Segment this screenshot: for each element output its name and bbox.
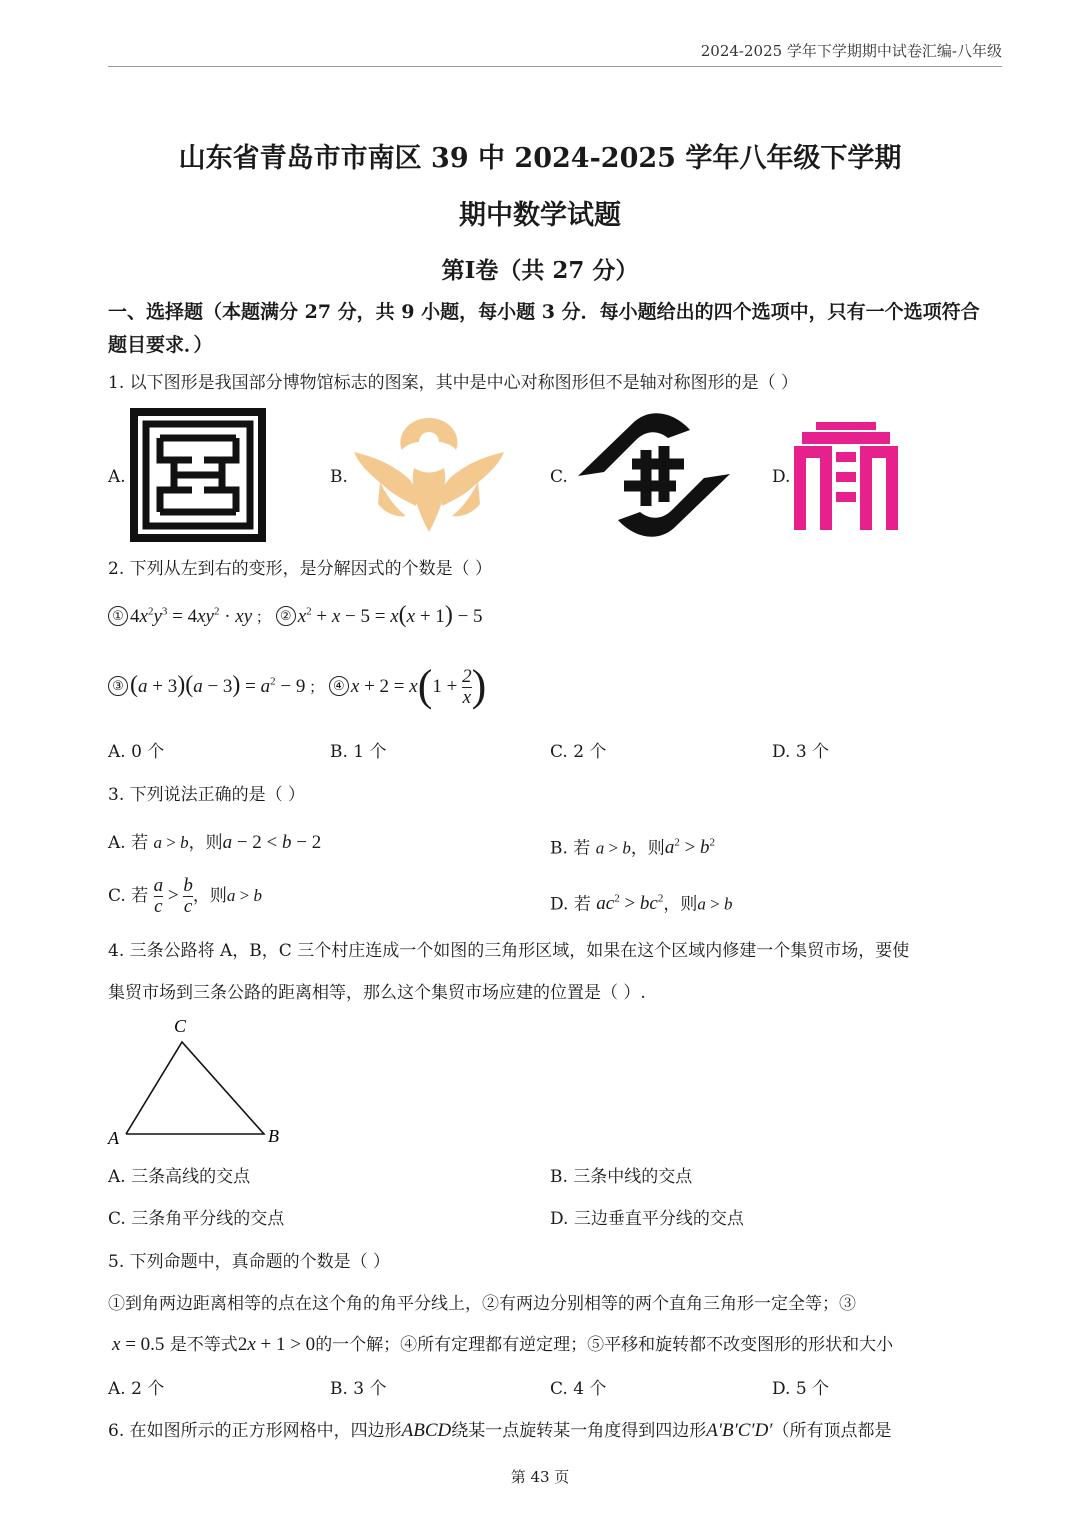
q5-option-d: D. 5 个 (772, 1379, 830, 1399)
q3-option-a: A. 若 a > b，则a − 2 < b − 2 (108, 832, 322, 853)
q5-statements-line1: ①到角两边距离相等的点在这个角的角平分线上，②有两边分别相等的两个直角三角形一定全等；③ (108, 1294, 856, 1314)
q2-option-a: A. 0 个 (108, 742, 165, 762)
section-heading: 一、选择题（本题满分 27 分，共 9 小题，每小题 3 分．每小题给出的四个选项中，只有一个选项符合题目要求．） (108, 301, 980, 356)
exam-title-line1: 山东省青岛市市南区 39 中 2024-2025 学年八年级下学期 (178, 143, 902, 174)
q5-option-c: C. 4 个 (550, 1379, 607, 1399)
q2-expr-2: $x^2 + x - 5 = x(x + 1) - 5$ (297, 602, 483, 628)
q1-logo-c-rotational (572, 408, 736, 542)
vertex-label-c: C (174, 1016, 187, 1036)
q1-logo-a-fret (130, 408, 266, 542)
q2-items-row-1: ① $4x^2y^3 = 4xy^2$ · xy ； ② $x^2 + x - 5 = x(x + 1) - 5$ (108, 602, 483, 629)
running-header: 2024-2025 学年下学期期中试卷汇编-八年级 (700, 42, 1002, 60)
q5-option-b: B. 3 个 (330, 1379, 387, 1399)
exam-title-line2: 期中数学试题 (459, 200, 621, 231)
q4-option-c: C. 三条角平分线的交点 (108, 1209, 285, 1229)
question-2-text: 2. 下列从左到右的变形，是分解因式的个数是（ ） (108, 559, 493, 579)
q3-option-d: D. 若 $ac^2 > bc^2$，则a > b (550, 893, 733, 915)
question-4-line2: 集贸市场到三条公路的距离相等，那么这个集贸市场应建的位置是（ ）. (108, 983, 646, 1003)
q2-option-d: D. 3 个 (772, 742, 830, 762)
q2-items-row-2: ③ $(a + 3)(a - 3) = a^2 - 9$ ； ④ x + 2 = x(1 + $\frac{2}{x}$ ) (108, 660, 486, 711)
question-4-line1: 4. 三条公路将 A，B，C 三个村庄连成一个如图的三角形区域，如果在这个区域内修建一个集贸市场，要使 (108, 941, 910, 961)
volume-label: 第Ⅰ卷（共 27 分） (441, 257, 639, 284)
q4-option-d: D. 三边垂直平分线的交点 (550, 1209, 744, 1229)
question-5-text: 5. 下列命题中，真命题的个数是（ ） (108, 1252, 391, 1272)
question-1-text: 1. 以下图形是我国部分博物馆标志的图案，其中是中心对称图形但不是轴对称图形的是（ ） (108, 373, 799, 393)
q3-option-c: C. 若 $\frac{a}{c}$ > $\frac{b}{c}$ ，则a > b (108, 875, 262, 917)
circled-3: ③ (108, 676, 128, 696)
header-divider (108, 66, 1002, 67)
vertex-label-b: B (268, 1126, 279, 1146)
q2-expr-4: x + 2 = x(1 + $\frac{2}{x}$ ) (350, 661, 487, 710)
q2-option-c: C. 2 个 (550, 742, 607, 762)
page-number: 第 43 页 (510, 1468, 570, 1486)
q1-option-c-label: C. (550, 467, 568, 487)
q2-expr-1: $4x^2y^3 = 4xy^2$ · xy (130, 605, 253, 627)
q1-option-a-label: A. (108, 467, 126, 487)
circled-2: ② (276, 606, 296, 626)
circled-1: ① (108, 606, 128, 626)
q5-statements-line2: x = 0.5 是不等式2x + 1 > 0的一个解；④所有定理都有逆定理；⑤平移和旋转都不改变图形的形状和大小 (112, 1334, 894, 1355)
triangle-abc (126, 1042, 264, 1134)
q3-option-b: B. 若 a > b，则$a^2 > b^2$ (550, 837, 716, 859)
q1-option-d-label: D. (772, 467, 791, 487)
circled-4: ④ (329, 676, 349, 696)
q4-triangle-figure (104, 1014, 294, 1154)
q4-option-a: A. 三条高线的交点 (108, 1167, 251, 1187)
q2-option-b: B. 1 个 (330, 742, 387, 762)
question-3-text: 3. 下列说法正确的是（ ） (108, 785, 306, 805)
q1-option-b-label: B. (330, 467, 348, 487)
vertex-label-a: A (108, 1128, 119, 1148)
q1-logo-b-tri-swirl (350, 412, 508, 536)
q5-option-a: A. 2 个 (108, 1379, 165, 1399)
q4-option-b: B. 三条中线的交点 (550, 1167, 693, 1187)
q1-logo-d-pink-seal (792, 418, 900, 532)
q2-expr-3: $(a + 3)(a - 3) = a^2 - 9$ (130, 672, 306, 698)
question-6-text: 6. 在如图所示的正方形网格中，四边形ABCD绕某一点旋转某一角度得到四边形A′B′C′D′（所有顶点都是 (108, 1420, 892, 1441)
